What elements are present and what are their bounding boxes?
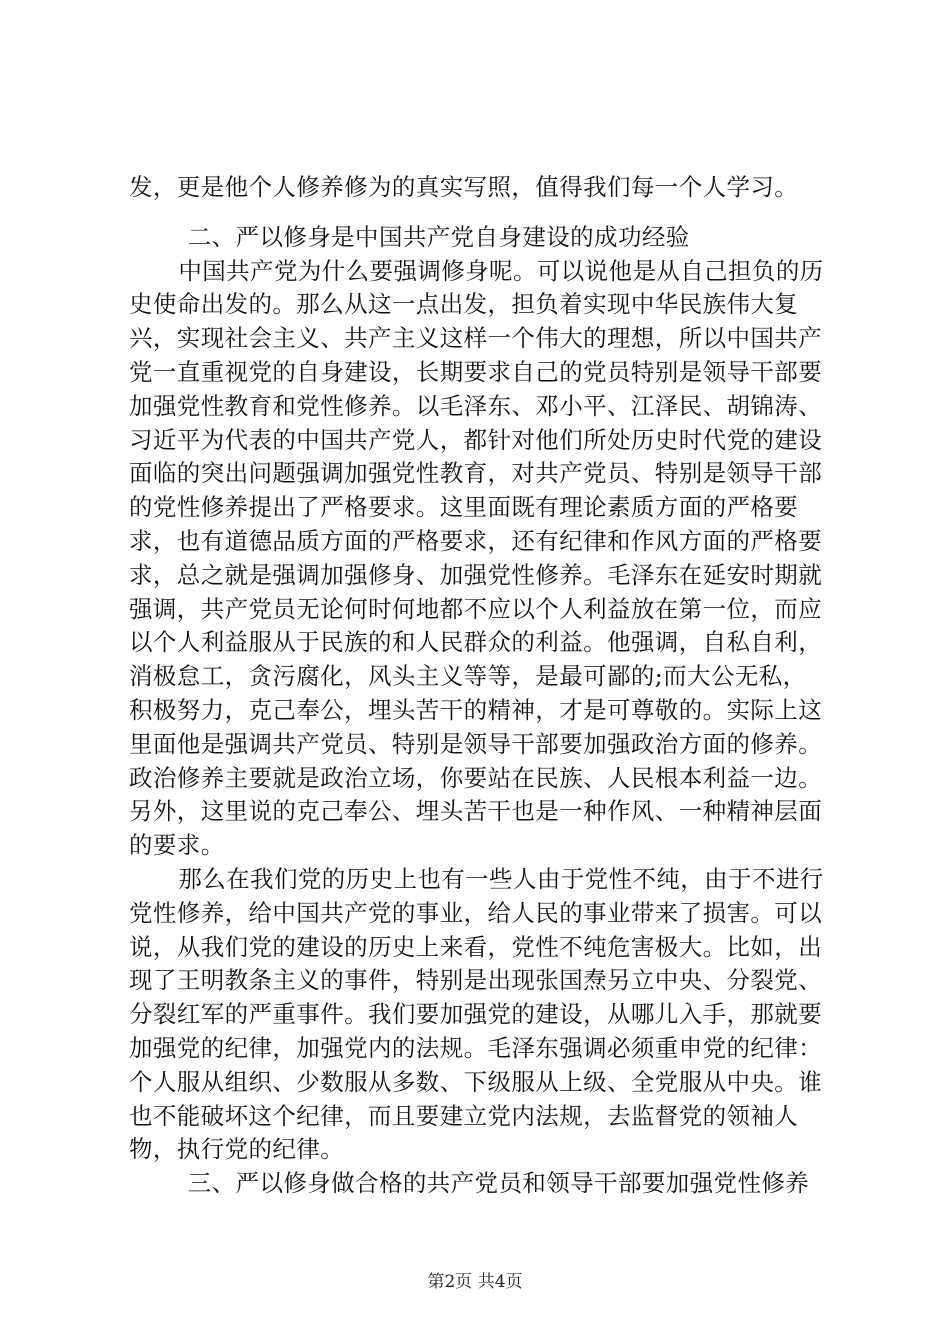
- paragraph-body-2: 那么在我们党的历史上也有一些人由于党性不纯，由于不进行党性修养，给中国共产党的事业，给人民的事业带来了损害。可以说，从我们党的建设的历史上来看，党性不纯危害极大。比如，出现了王明教条主义的事件，特别是出现张国焘另立中央、分裂党、分裂红军的严重事件。我们要加强党的建设，从哪儿入手，那就要加强党的纪律，加强党内的法规。毛泽东强调必须重申党的纪律：个人服从组织、少数服从多数、下级服从上级、全党服从中央。谁也不能破坏这个纪律，而且要建立党内法规，去监督党的领袖人物，执行党的纪律。: [129, 864, 824, 1164]
- section-heading-2: 二、严以修身是中国共产党自身建设的成功经验: [187, 222, 690, 251]
- document-body: [129, 171, 829, 1201]
- page-number-footer: 第2页 共4页: [427, 1272, 523, 1292]
- paragraph-continuation: 发，更是他个人修养修为的真实写照，值得我们每一个人学习。: [129, 173, 799, 201]
- paragraph-gap: [129, 205, 829, 221]
- section-heading-3: 三、严以修身做合格的共产党员和领导干部要加强党性修养: [187, 1169, 810, 1198]
- paragraph-body-1: 中国共产党为什么要强调修身呢。可以说他是从自己担负的历史使命出发的。那么从这一点出发，担负着实现中华民族伟大复兴，实现社会主义、共产主义这样一个伟大的理想，所以中国共产党一直重视党的自身建设，长期要求自己的党员特别是领导干部要加强党性教育和党性修养。以毛泽东、邓小平、江泽民、胡锦涛、习近平为代表的中国共产党人，都针对他们所处历史时代党的建设面临的突出问题强调加强党性教育，对共产党员、特别是领导干部的党性修养提出了严格要求。这里面既有理论素质方面的严格要求，也有道德品质方面的严格要求，还有纪律和作风方面的严格要求，总之就是强调加强修身、加强党性修养。毛泽东在延安时期就强调，共产党员无论何时何地都不应以个人利益放在第一位，而应以个人利益服从于民族的和人民群众的利益。他强调，自私自利，消极怠工，贪污腐化，风头主义等等，是最可鄙的;而大公无私，积极努力，克己奉公，埋头苦干的精神，才是可尊敬的。实际上这里面他是强调共产党员、特别是领导干部要加强政治方面的修养。政治修养主要就是政治立场，你要站在民族、人民根本利益一边。另外，这里说的克己奉公、埋头苦干也是一种作风、一种精神层面的要求。: [129, 256, 824, 860]
